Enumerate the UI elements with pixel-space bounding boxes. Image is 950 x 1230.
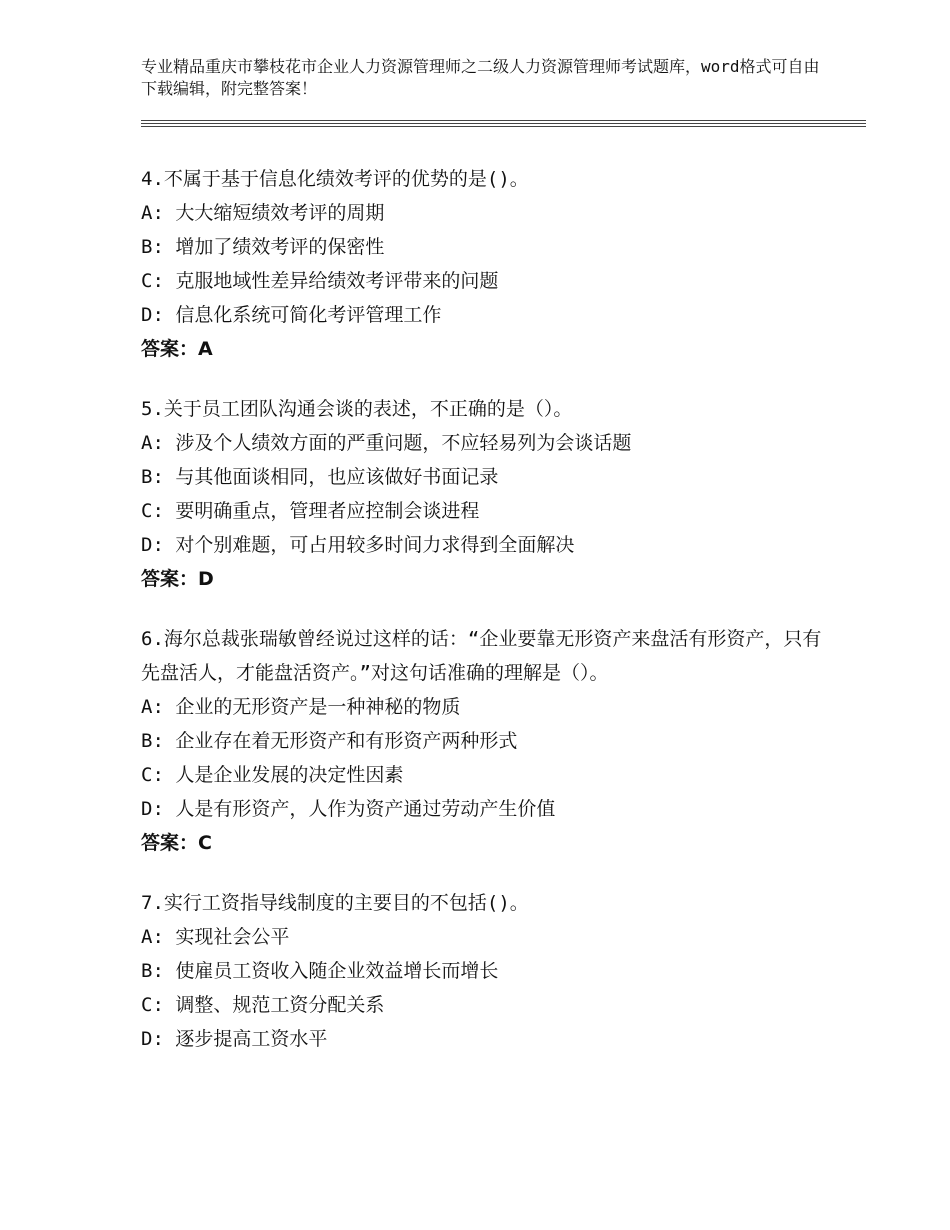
option-a: A: 涉及个人绩效方面的严重问题，不应轻易列为会谈话题: [141, 432, 632, 454]
option-b: B: 与其他面谈相同，也应该做好书面记录: [141, 466, 499, 488]
option-b: B: 企业存在着无形资产和有形资产两种形式: [141, 730, 518, 752]
question-block: [141, 886, 831, 1056]
question-title: 6.海尔总裁张瑞敏曾经说过这样的话：“企业要靠无形资产来盘活有形资产，只有先盘活人，才能盘活资产。”对这句话准确的理解是（）。: [141, 628, 822, 684]
option-a: A: 实现社会公平: [141, 926, 290, 948]
question-title: 7.实行工资指导线制度的主要目的不包括()。: [141, 892, 529, 914]
question-block: [141, 392, 831, 596]
question-title: 4.不属于基于信息化绩效考评的优势的是()。: [141, 168, 529, 190]
option-d: D: 逐步提高工资水平: [141, 1028, 328, 1050]
header-text: 专业精品重庆市攀枝花市企业人力资源管理师之二级人力资源管理师考试题库，word格式可自由下载编辑，附完整答案！: [141, 57, 820, 98]
option-c: C: 克服地域性差异给绩效考评带来的问题: [141, 270, 499, 292]
question-block: [141, 162, 831, 366]
header-divider-line: [141, 123, 866, 124]
option-c: C: 人是企业发展的决定性因素: [141, 764, 404, 786]
question-block: [141, 622, 831, 860]
option-d: D: 信息化系统可简化考评管理工作: [141, 304, 442, 326]
answer-label: 答案：A: [141, 338, 213, 360]
header-divider-line: [141, 120, 866, 121]
question-title: 5.关于员工团队沟通会谈的表述，不正确的是（）。: [141, 398, 573, 420]
answer-label: 答案：D: [141, 568, 214, 590]
option-b: B: 使雇员工资收入随企业效益增长而增长: [141, 960, 499, 982]
document-header: [141, 56, 831, 100]
option-b: B: 增加了绩效考评的保密性: [141, 236, 385, 258]
header-divider-line: [141, 126, 866, 127]
option-a: A: 大大缩短绩效考评的周期: [141, 202, 385, 224]
option-d: D: 对个别难题，可占用较多时间力求得到全面解决: [141, 534, 575, 556]
option-a: A: 企业的无形资产是一种神秘的物质: [141, 696, 461, 718]
answer-label: 答案：C: [141, 832, 212, 854]
question-list: [141, 162, 831, 1082]
option-c: C: 要明确重点，管理者应控制会谈进程: [141, 500, 480, 522]
option-c: C: 调整、规范工资分配关系: [141, 994, 385, 1016]
option-d: D: 人是有形资产，人作为资产通过劳动产生价值: [141, 798, 556, 820]
